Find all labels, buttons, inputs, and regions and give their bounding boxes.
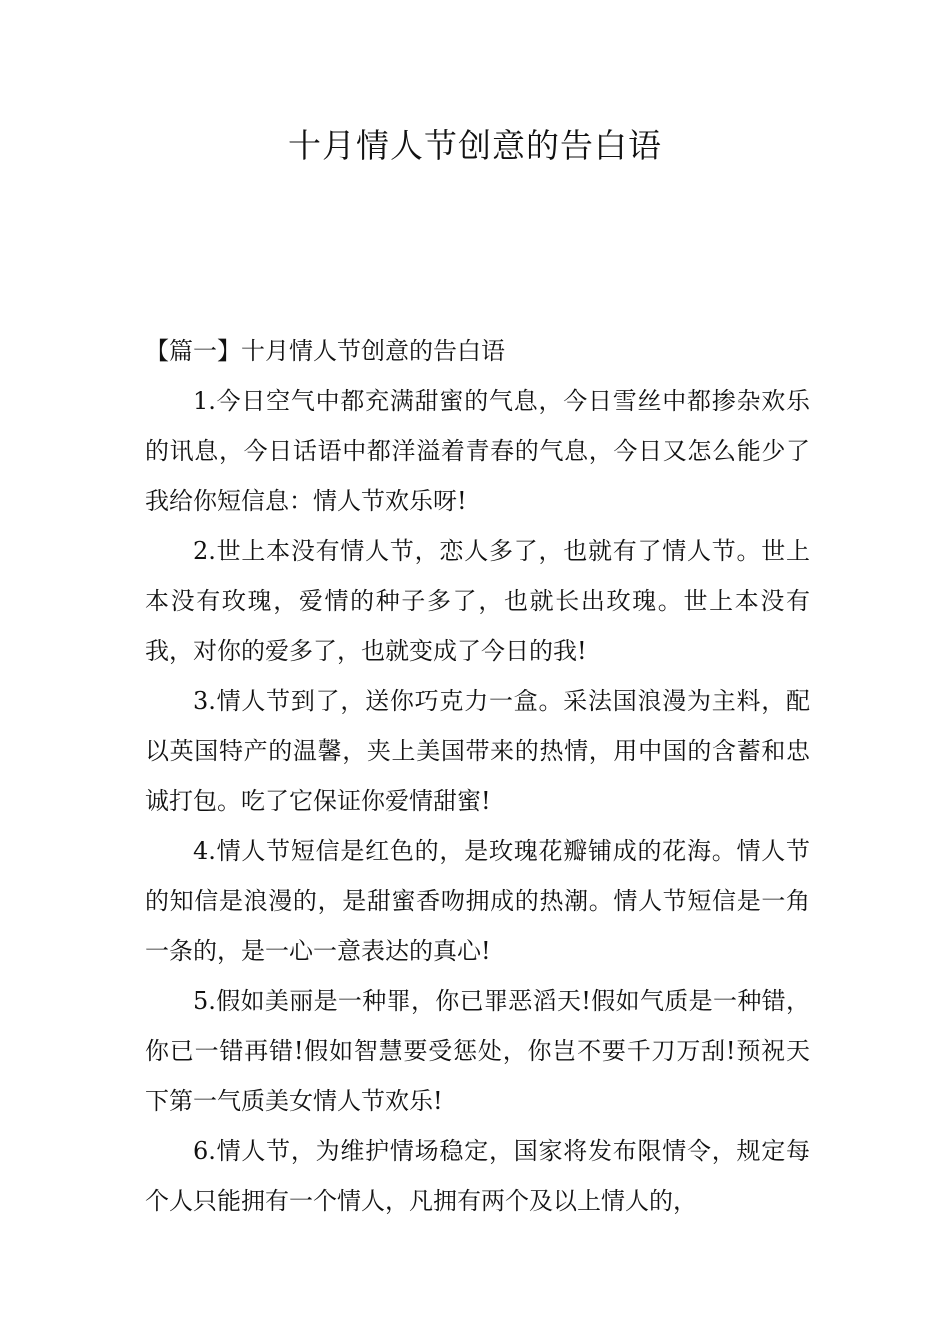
paragraph-4: 4.情人节短信是红色的，是玫瑰花瓣铺成的花海。情人节的知信是浪漫的，是甜蜜香吻拥成的热潮。情人节短信是一角一条的，是一心一意表达的真心! [145, 837, 810, 965]
paragraph-5: 5.假如美丽是一种罪，你已罪恶滔天!假如气质是一种错，你已一错再错!假如智慧要受惩处，你岂不要千刀万刮!预祝天下第一气质美女情人节欢乐! [145, 987, 810, 1115]
page-title: 十月情人节创意的告白语 [288, 126, 662, 165]
paragraph-2: 2.世上本没有情人节，恋人多了，也就有了情人节。世上本没有玫瑰，爱情的种子多了，也就长出玫瑰。世上本没有我，对你的爱多了，也就变成了今日的我! [145, 537, 810, 665]
document-body [145, 326, 810, 1226]
section-heading: 【篇一】十月情人节创意的告白语 [145, 337, 505, 365]
paragraph-3: 3.情人节到了，送你巧克力一盒。采法国浪漫为主料，配以英国特产的温馨，夹上美国带来的热情，用中国的含蓄和忠诚打包。吃了它保证你爱情甜蜜! [145, 687, 810, 815]
paragraph-1: 1.今日空气中都充满甜蜜的气息，今日雪丝中都掺杂欢乐的讯息，今日话语中都洋溢着青春的气息，今日又怎么能少了我给你短信息：情人节欢乐呀! [145, 387, 810, 515]
paragraph-6: 6.情人节，为维护情场稳定，国家将发布限情令，规定每个人只能拥有一个情人，凡拥有两个及以上情人的， [145, 1137, 810, 1215]
